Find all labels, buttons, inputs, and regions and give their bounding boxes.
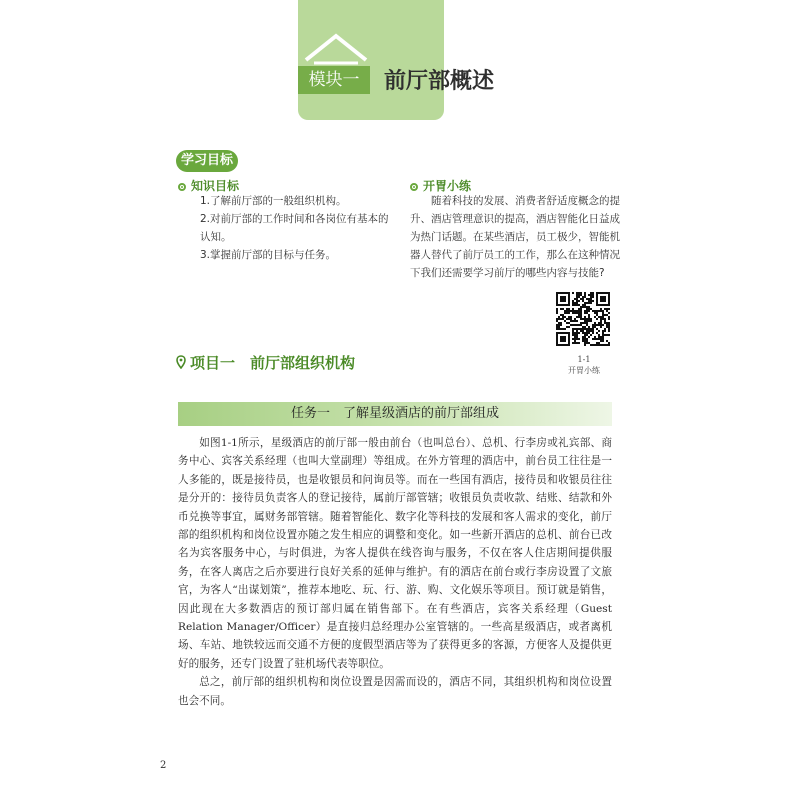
- location-pin-icon: [176, 355, 186, 369]
- project-heading: [176, 352, 355, 373]
- qr-caption-text: 开胃小练: [568, 366, 600, 375]
- body-text: [178, 434, 612, 710]
- knowledge-item: 2.对前厅部的工作时间和各岗位有基本的认知。: [200, 213, 389, 243]
- body-paragraph: 如图1-1所示，星级酒店的前厅部一般由前台（也叫总台）、总机、行李房或礼宾部、商务中心、宾客关系经理（也叫大堂副理）等组成。在外方管理的酒店中，前台员工往往是一人多能的，既是接待员，也是收银员和问询员等。而在一些国有酒店，接待员和收银员往往是分开的：接待员负责客人的登记接待，属前厅部管辖；收银员负责收款、结账、结款和外币兑换等事宜，属财务部管辖。随着智能化、数字化等科技的发展和客人需求的变化，前厅部的组织机构和岗位设置亦随之发生相应的调整和变化。如一些新开酒店的总机、前台已改名为宾客服务中心，与时俱进，为客人提供在线咨询与服务，不仅在客人住店期间提供服务，在客人离店之后亦要进行良好关系的延伸与维护。有的酒店在前台或行李房设置了文旅官，为客人“出谋划策”，推荐本地吃、玩、行、游、购、文化娱乐等项目。预订就是销售，因此现在大多数酒店的预订部归属在销售部下。在有些酒店，宾客关系经理（Guest Relation Manager/Officer）是直接归总经理办公室管辖的。一些高星级酒店，或者离机场、车站、地铁较远而交通不方便的度假型酒店等为了获得更多的客源，方便客人及提供更好的服务，还专门设置了驻机场代表等职位。: [178, 437, 612, 670]
- body-paragraph: 总之，前厅部的组织机构和岗位设置是因需而设的，酒店不同，其组织机构和岗位设置也会不同。: [178, 676, 612, 707]
- qr-caption-number: 1-1: [577, 355, 591, 364]
- warmup-text: 随着科技的发展、消费者舒适度概念的提升、酒店管理意识的提高，酒店智能化日益成为热门话题。在某些酒店，员工极少，智能机器人替代了前厅员工的工作，那么在这种情况下我们还需要学习前厅的哪些内容与技能?: [410, 195, 620, 279]
- knowledge-item: 1.了解前厅部的一般组织机构。: [200, 195, 347, 207]
- circle-bullet-icon: [410, 183, 418, 191]
- project-heading-text: 项目一 前厅部组织机构: [190, 354, 356, 372]
- objectives-pill: 学习目标: [176, 150, 238, 172]
- knowledge-heading-text: 知识目标: [191, 179, 240, 193]
- circle-bullet-icon: [178, 183, 186, 191]
- task-title: 任务一 了解星级酒店的前厅部组成: [290, 406, 499, 421]
- roof-icon: [302, 30, 370, 66]
- qr-code[interactable]: [556, 292, 610, 346]
- warmup-heading-text: 开胃小练: [423, 179, 472, 193]
- module-title: 前厅部概述: [384, 69, 495, 94]
- module-label: 模块一: [298, 66, 370, 94]
- knowledge-objectives-list: [194, 192, 394, 264]
- knowledge-item: 3.掌握前厅部的目标与任务。: [200, 249, 337, 261]
- qr-caption: [560, 354, 608, 376]
- page-number: 2: [160, 760, 167, 771]
